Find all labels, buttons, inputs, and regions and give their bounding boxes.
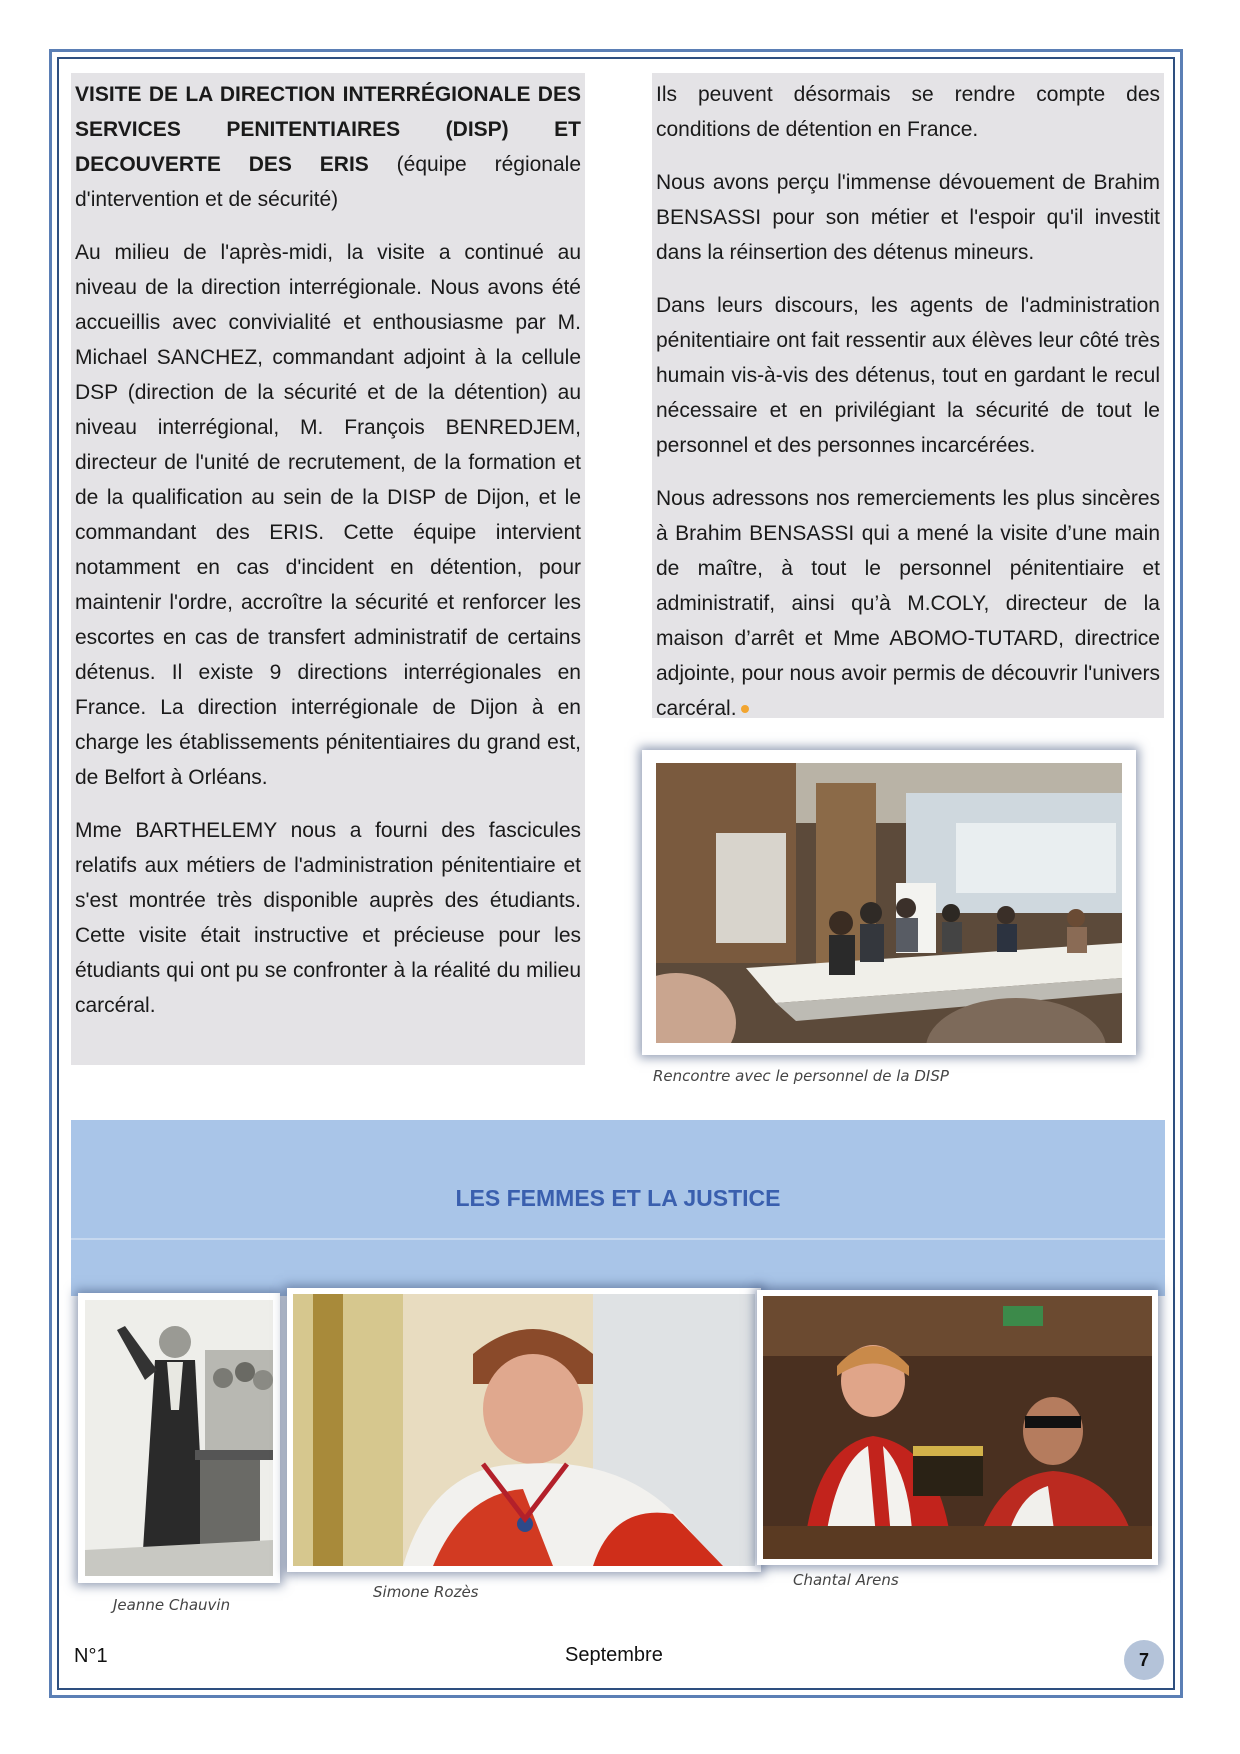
- issue-number: N°1: [74, 1645, 108, 1667]
- meeting-photo: [656, 763, 1122, 1043]
- article-heading-bold: VISITE DE LA DIRECTION INTERRÉGIONALE DES SERVICES PENITENTIAIRES (DISP) ET DECOUVERTE DES ERIS: [75, 83, 581, 176]
- paragraph: Ils peuvent désormais se rendre compte des conditions de détention en France.: [656, 83, 1160, 141]
- meeting-room-illustration: [656, 763, 1122, 1043]
- page-number-badge: 7: [1124, 1640, 1164, 1680]
- article-heading: [75, 77, 581, 217]
- paragraph: [656, 481, 1160, 726]
- paragraph: Dans leurs discours, les agents de l'administration pénitentiaire ont fait ressentir aux élèves leur côté très humain vis-à-vis des détenus, tout en gardant le recul nécessaire et en privilégiant la sécurité de tout le personnel et des personnes incarcérées.: [656, 294, 1160, 457]
- paragraph-text: Nous adressons nos remerciements les plus sincères à Brahim BENSASSI qui a mené la visite d’une main de maître, à tout le personnel pénitentiaire et administratif, ainsi qu’à M.COLY, directeur de la maison d’arrêt et Mme ABOMO-TUTARD, directrice adjointe, pour nous avoir permis de découvrir l'univers carcéral.: [656, 487, 1160, 720]
- article-left-column: [71, 73, 585, 1065]
- section-title: LES FEMMES ET LA JUSTICE: [455, 1185, 781, 1211]
- painting-illustration: [293, 1294, 755, 1566]
- meeting-photo-caption: Rencontre avec le personnel de la DISP: [653, 1067, 949, 1085]
- portrait-caption-simone-rozes: Simone Rozès: [373, 1583, 479, 1601]
- article-right-column: [652, 73, 1164, 718]
- banner-divider: [71, 1238, 1165, 1240]
- paragraph: Nous avons perçu l'immense dévouement de Brahim BENSASSI pour son métier et l'espoir qu'il investit dans la réinsertion des détenus mineurs.: [656, 171, 1160, 264]
- paragraph: Au milieu de l'après-midi, la visite a continué au niveau de la direction interrégionale. Nous avons été accueillis avec convivialité et enthousiasme par M. Michael SANCHEZ, commandant adjoint à la cellule DSP (direction de la sécurité et de la détention) au niveau interrégional, M. François BENREDJEM, directeur de l'unité de recrutement, de la formation et de la qualification au sein de la DISP de Dijon, et le commandant des ERIS. Cette équipe intervient notamment en cas d'incident en détention, pour maintenir l'ordre, accroître la sécurité et renforcer les escortes en cas de transfert administratif de certains détenus. Il existe 9 directions interrégionales en France. La direction interrégionale de Dijon à en charge les établissements pénitentiaires du grand est, de Belfort à Orléans.: [75, 241, 581, 789]
- portrait-caption-chantal-arens: Chantal Arens: [793, 1571, 899, 1589]
- portrait-chantal-arens: [763, 1296, 1152, 1559]
- portrait-simone-rozes: [293, 1294, 755, 1566]
- end-bullet-icon: [741, 705, 749, 713]
- portrait-jeanne-chauvin: [85, 1300, 273, 1576]
- paragraph: Mme BARTHELEMY nous a fourni des fascicules relatifs aux métiers de l'administration pénitentiaire et s'est montrée très disponible auprès des étudiants. Cette visite était instructive et précieuse pour les étudiants qui ont pu se confronter à la réalité du milieu carcéral.: [75, 819, 581, 1017]
- issue-month: Septembre: [565, 1644, 663, 1666]
- engraving-illustration: [85, 1300, 273, 1576]
- article-heading-rest: (équipe régionale d'intervention et de sécurité): [75, 153, 581, 211]
- portrait-caption-jeanne-chauvin: Jeanne Chauvin: [113, 1596, 231, 1614]
- ceremony-photo-illustration: [763, 1296, 1152, 1559]
